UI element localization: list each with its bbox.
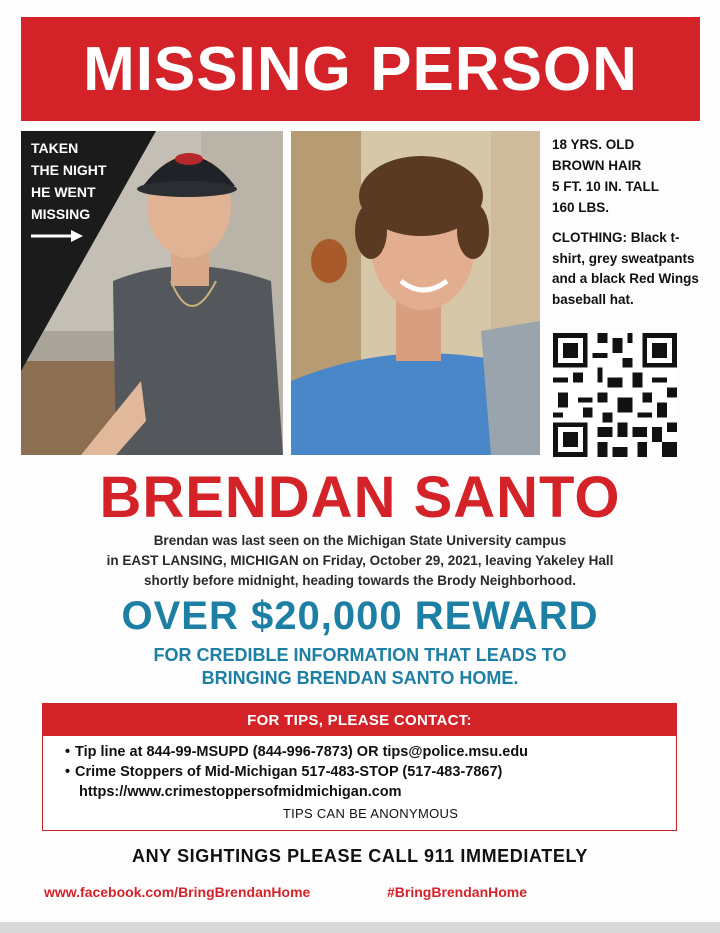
reward-subtitle: [60, 644, 660, 690]
bullet-icon: •: [65, 744, 71, 760]
qr-code-icon: [553, 333, 677, 457]
title-banner: [21, 17, 700, 121]
tips-heading: FOR TIPS, PLEASE CONTACT:: [43, 704, 676, 736]
tip-line-item: [65, 742, 676, 762]
photo-portrait: [291, 131, 540, 455]
bullet-icon: •: [65, 764, 71, 780]
tips-list: [43, 736, 676, 824]
crime-stoppers-link[interactable]: https://www.crimestoppersofmidmichigan.com: [79, 784, 402, 800]
reward-line-1: FOR CREDIBLE INFORMATION THAT LEADS TO: [153, 645, 567, 665]
description-line-1: Brendan was last seen on the Michigan State University campus: [153, 533, 567, 548]
detail-age: 18 YRS. OLD: [552, 137, 635, 152]
crime-stoppers-item: [65, 762, 676, 782]
hashtag-text: #BringBrendanHome: [387, 884, 528, 900]
description-line-3: shortly before midnight, heading towards the Brody Neighborhood.: [143, 573, 576, 588]
facebook-link[interactable]: www.facebook.com/BringBrendanHome: [44, 884, 311, 900]
tips-contact-box: [42, 703, 677, 831]
person-photo-right: [291, 131, 540, 455]
tips-anonymous-note: TIPS CAN BE ANONYMOUS: [282, 806, 459, 821]
person-name: BRENDAN SANTO: [99, 465, 621, 530]
bottom-strip: [0, 922, 720, 933]
tip-line-text: Tip line at 844-99-MSUPD (844-996-7873) OR tips@police.msu.edu: [75, 744, 529, 760]
clothing-text: Black t-shirt, grey sweatpants and a black Red Wings baseball hat.: [552, 230, 699, 307]
detail-hair: BROWN HAIR: [552, 158, 642, 173]
last-seen-description: [60, 531, 660, 591]
sightings-call-911: ANY SIGHTINGS PLEASE CALL 911 IMMEDIATELY: [131, 846, 589, 866]
reward-title: OVER $20,000 REWARD: [121, 594, 599, 638]
clothing-label: CLOTHING:: [552, 230, 627, 245]
reward-line-2: BRINGING BRENDAN SANTO HOME.: [201, 668, 519, 688]
taken-night-caption: TAKEN THE NIGHT HE WENT MISSING: [31, 140, 107, 222]
detail-weight: 160 LBS.: [552, 200, 610, 215]
description-line-2: in EAST LANSING, MICHIGAN on Friday, October 29, 2021, leaving Yakeley Hall: [106, 553, 614, 568]
crime-stoppers-text: Crime Stoppers of Mid-Michigan 517-483-STOP (517-483-7867): [75, 764, 503, 780]
photo-taken-night-missing: [21, 131, 283, 455]
detail-height: 5 FT. 10 IN. TALL: [552, 179, 660, 194]
arrow-right-icon: [31, 229, 83, 243]
clothing-description: [552, 228, 702, 310]
physical-details: [552, 134, 702, 218]
poster-title: MISSING PERSON: [83, 34, 638, 104]
